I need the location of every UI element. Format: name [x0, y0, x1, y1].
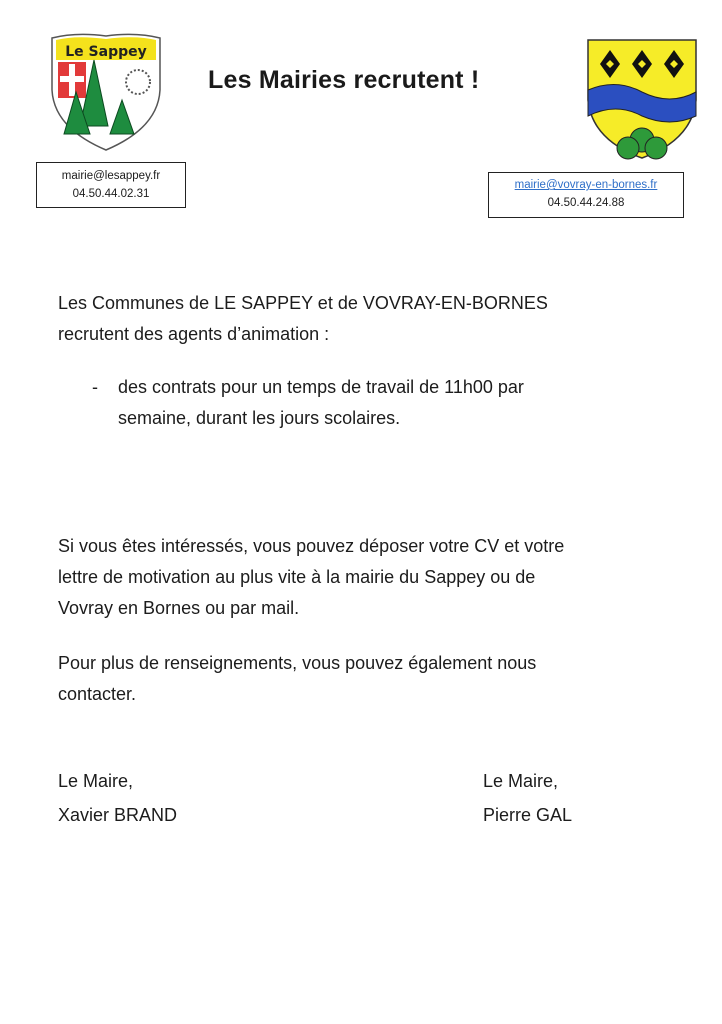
info-line: Pour plus de renseignements, vous pouvez également nous: [58, 653, 537, 673]
signature-role: Le Maire,: [58, 771, 134, 791]
apply-line: Vovray en Bornes ou par mail.: [58, 598, 300, 618]
le-sappey-phone: 04.50.44.02.31: [72, 188, 150, 200]
le-sappey-contact-box: [36, 162, 186, 208]
signature-left: [58, 764, 177, 832]
apply-line: Si vous êtes intéressés, vous pouvez déposer votre CV et votre: [58, 536, 565, 556]
signature-name: Pierre GAL: [483, 805, 573, 825]
intro-line: Les Communes de LE SAPPEY et de VOVRAY-EN-BORNES: [58, 293, 548, 313]
bullet-marker: -: [92, 377, 98, 397]
le-sappey-email: mairie@lesappey.fr: [61, 170, 161, 182]
signature-name: Xavier BRAND: [58, 805, 178, 825]
apply-line: lettre de motivation au plus vite à la mairie du Sappey ou de: [58, 567, 536, 587]
info-line: contacter.: [58, 684, 137, 704]
application-paragraph: [58, 531, 708, 624]
bullet-item: [118, 372, 678, 434]
vovray-email-link[interactable]: mairie@vovray-en-bornes.fr: [514, 179, 658, 191]
vovray-phone: 04.50.44.24.88: [547, 197, 625, 209]
signature-role: Le Maire,: [483, 771, 559, 791]
intro-line: recrutent des agents d’animation :: [58, 324, 330, 344]
info-paragraph: [58, 648, 708, 710]
vovray-contact-box: [488, 172, 684, 218]
vovray-en-bornes-crest-icon: [586, 36, 698, 161]
le-sappey-crest-icon: [46, 30, 166, 152]
intro-paragraph: [58, 288, 678, 350]
crest-banner-text: Le Sappey: [65, 44, 147, 60]
bullet-line: des contrats pour un temps de travail de 11h00 par: [118, 377, 524, 397]
page-title: Les Mairies recrutent !: [208, 66, 480, 94]
bullet-line: semaine, durant les jours scolaires.: [118, 408, 401, 428]
signature-right: [483, 764, 572, 832]
